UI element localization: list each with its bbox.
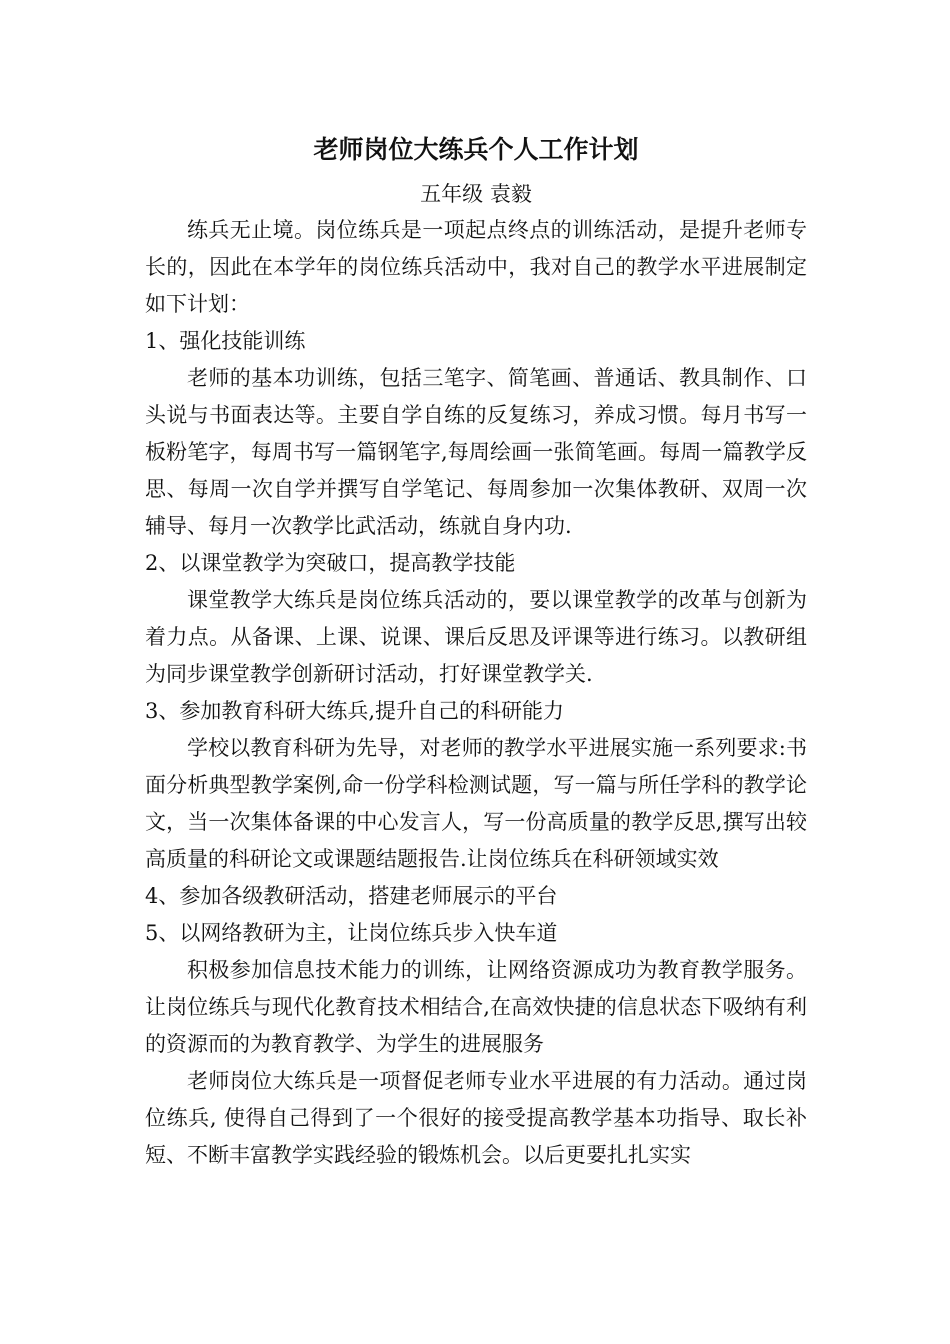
author-line: 五年级 袁毅 [420,182,532,206]
document-title: 老师岗位大练兵个人工作计划 [313,135,639,164]
closing-paragraph: 老师岗位大练兵是一项督促老师专业水平进展的有力活动。通过岗位练兵, 使得自己得到了一个很好的接受提高教学基本功指导、取长补短、不断丰富教学实践经验的锻炼机会。以后更要扎扎实实 [145,1069,807,1167]
intro-paragraph: 练兵无止境。岗位练兵是一项起点终点的训练活动，是提升老师专长的，因此在本学年的岗位练兵活动中，我对自己的教学水平进展制定如下计划： [145,218,807,316]
section-1-paragraph: 老师的基本功训练，包括三笔字、简笔画、普通话、教具制作、口头说与书面表达等。主要自学自练的反复练习，养成习惯。每月书写一板粉笔字，每周书写一篇钢笔字,每周绘画一张简笔画。每周一篇教学反思、每周一次自学并撰写自学笔记、每周参加一次集体教研、双周一次辅导、每月一次教学比武活动，练就自身内功. [145,366,807,538]
section-heading-1: 1、强化技能训练 [145,329,306,353]
section-heading-3: 3、参加教育科研大练兵,提升自己的科研能力 [145,699,565,723]
section-heading-4: 4、参加各级教研活动，搭建老师展示的平台 [145,884,558,908]
section-heading-2: 2、以课堂教学为突破口，提高教学技能 [145,551,516,575]
section-2-paragraph: 课堂教学大练兵是岗位练兵活动的，要以课堂教学的改革与创新为着力点。从备课、上课、说课、课后反思及评课等进行练习。以教研组为同步课堂教学创新研讨活动，打好课堂教学关. [145,588,807,686]
section-heading-5: 5、以网络教研为主，让岗位练兵步入快车道 [145,921,558,945]
document-body [145,128,807,1174]
section-5-paragraph: 积极参加信息技术能力的训练，让网络资源成功为教育教学服务。让岗位练兵与现代化教育技术相结合,在高效快捷的信息状态下吸纳有利的资源而的为教育教学、为学生的进展服务 [145,958,807,1056]
section-3-paragraph: 学校以教育科研为先导，对老师的教学水平进展实施一系列要求:书面分析典型教学案例,命一份学科检测试题，写一篇与所任学科的教学论文，当一次集体备课的中心发言人，写一份高质量的教学反思,撰写出较高质量的科研论文或课题结题报告.让岗位练兵在科研领域实效 [145,736,807,871]
